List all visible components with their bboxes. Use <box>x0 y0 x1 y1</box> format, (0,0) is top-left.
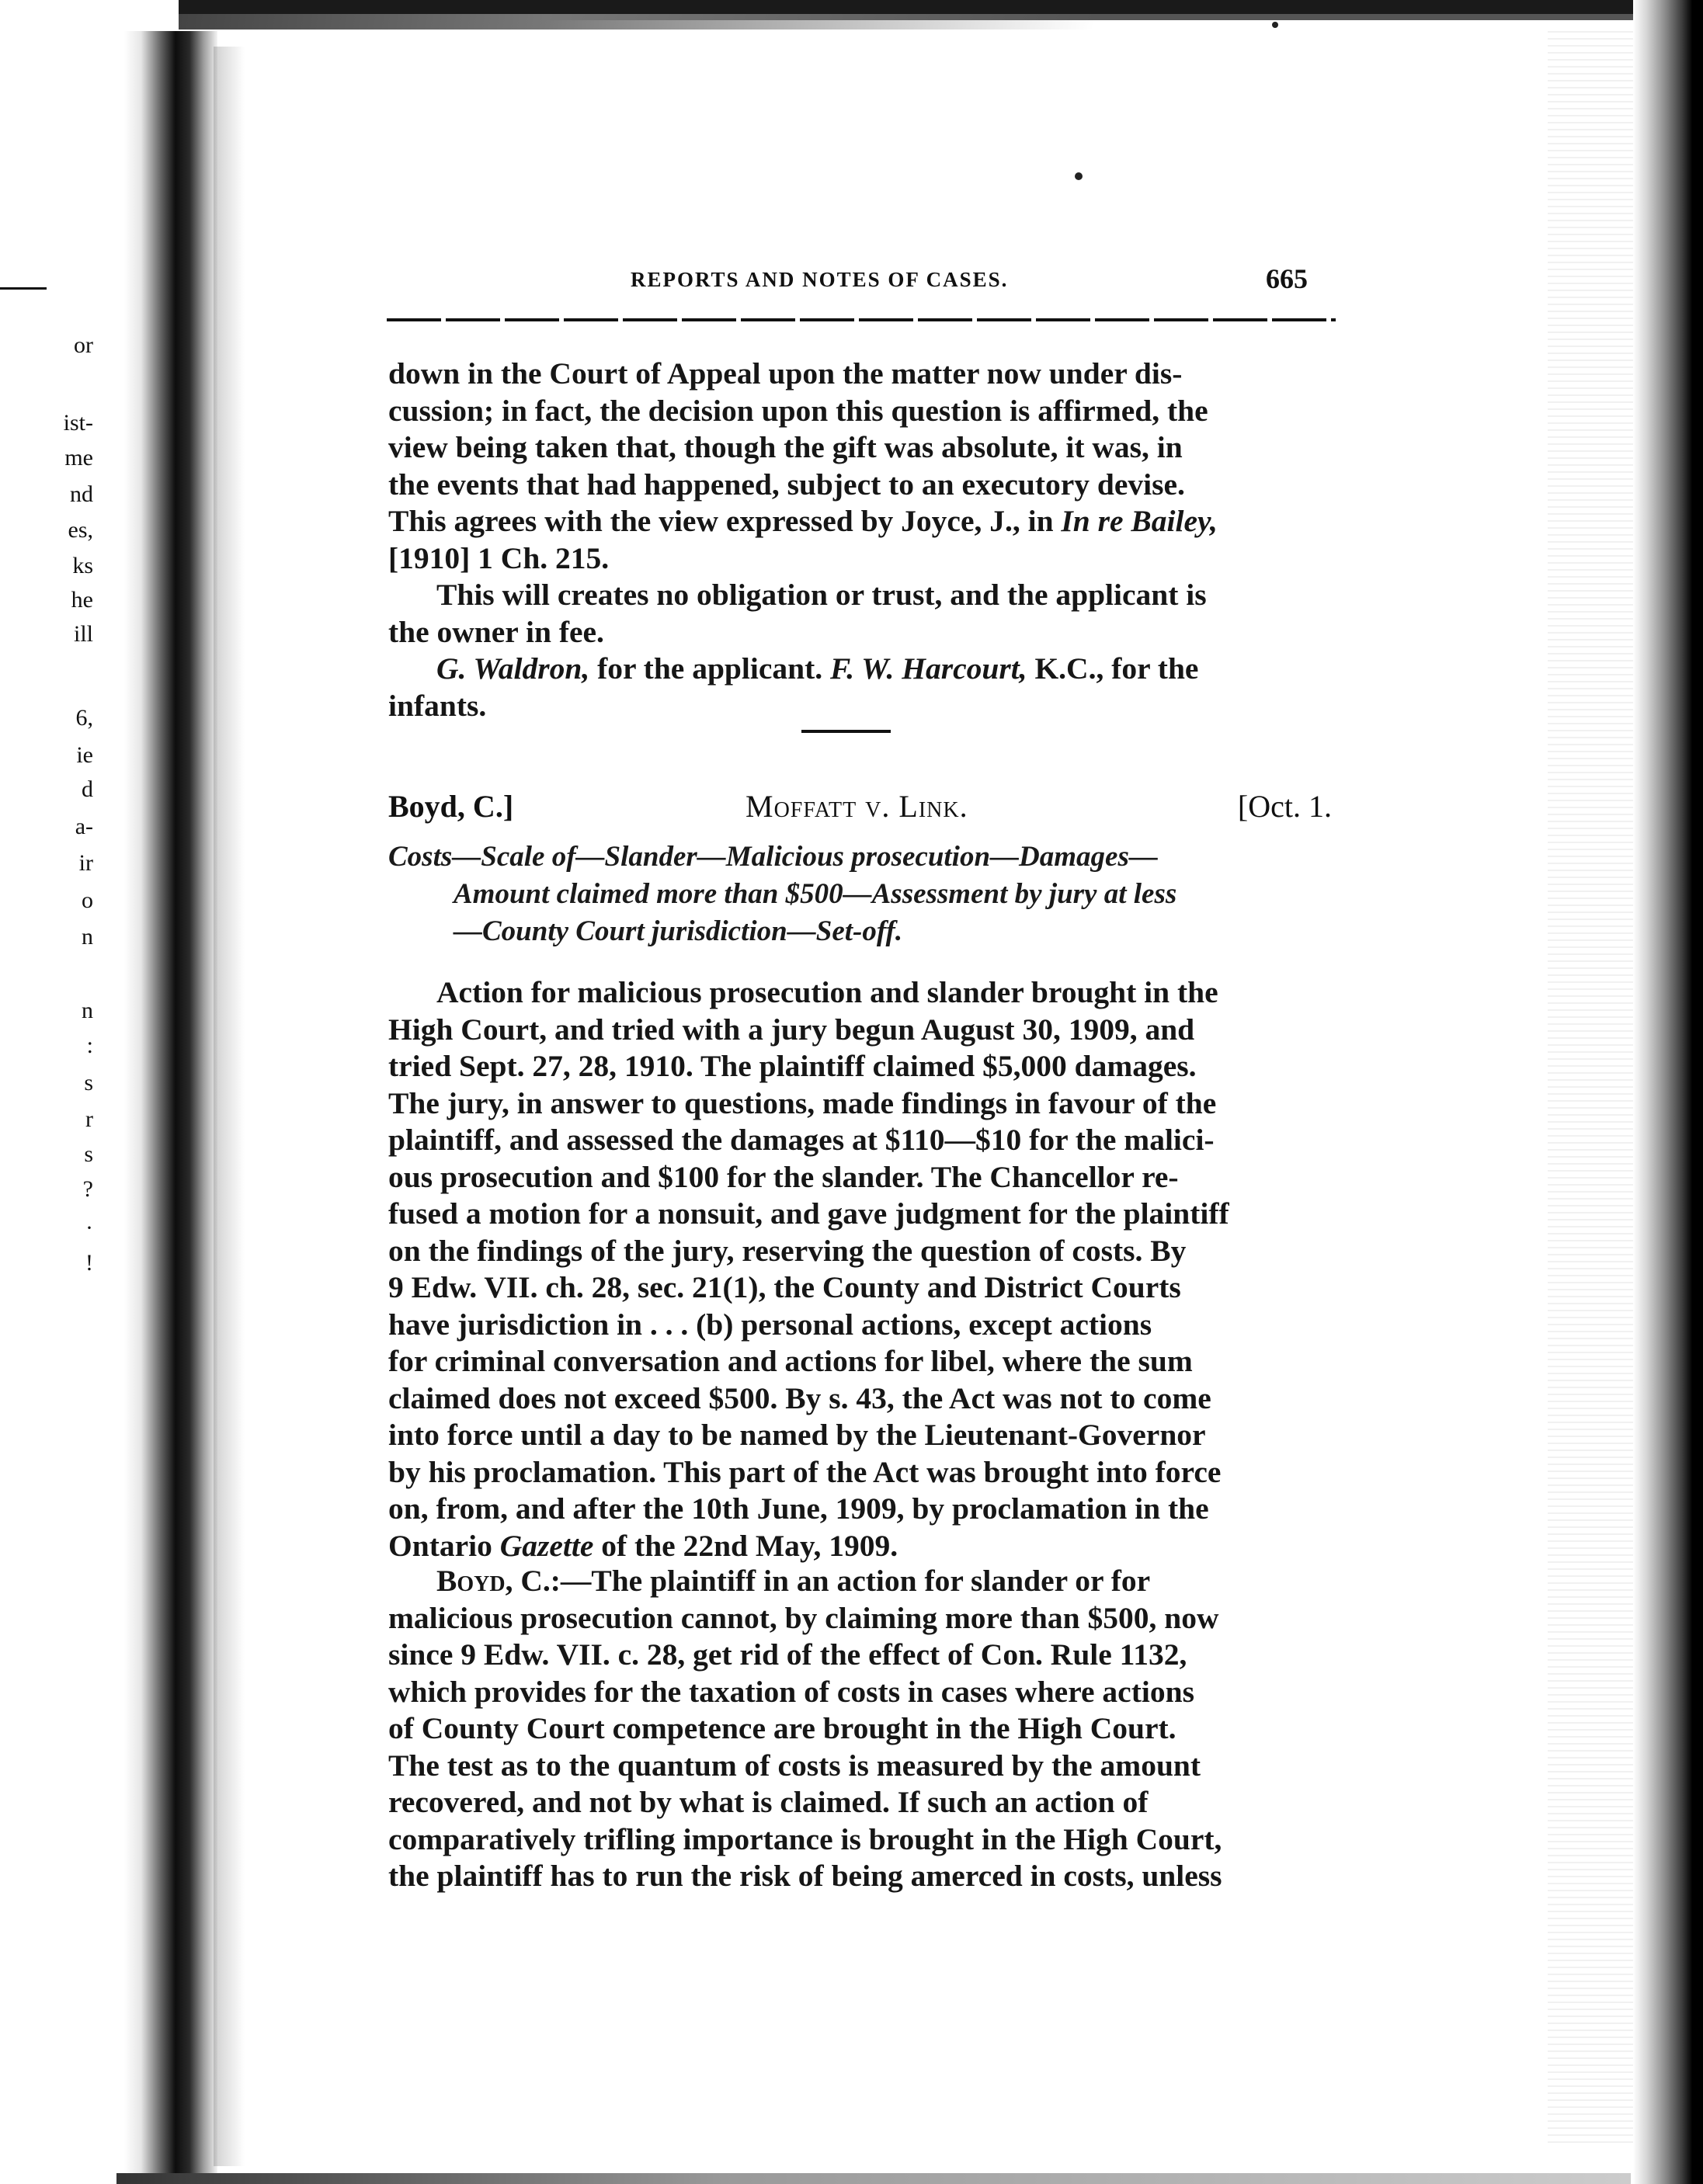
text-line: Action for malicious prosecution and slander brought in the <box>436 975 1218 1009</box>
text-run: :—The plaintiff in an action for slander or for <box>550 1564 1151 1598</box>
text-line: the owner in fee. <box>388 614 604 649</box>
text-line: the events that had happened, subject to an executory devise. <box>388 467 1185 502</box>
text-line: have jurisdiction in . . . (b) personal actions, except actions <box>388 1307 1152 1342</box>
text-line: cussion; in fact, the decision upon this question is affirmed, the <box>388 393 1208 428</box>
text-line: fused a motion for a nonsuit, and gave judgment for the plaintiff <box>388 1196 1229 1231</box>
text-line: for criminal conversation and actions for libel, where the sum <box>388 1344 1193 1378</box>
text-run: for the applicant. <box>589 651 830 686</box>
text-run: This agrees with the view expressed by Joyce, J., in <box>388 504 1062 538</box>
page-number: 665 <box>1266 263 1308 294</box>
margin-fragment: d <box>82 776 93 802</box>
case-title: Moffatt v. Link. <box>745 789 968 824</box>
text-line: This will creates no obligation or trust, and the applicant is <box>436 578 1207 612</box>
margin-fragment: me <box>64 445 93 470</box>
continuation-paragraph <box>388 356 1332 577</box>
case-heading <box>388 788 1332 827</box>
text-line: High Court, and tried with a jury begun August 30, 1909, and <box>388 1012 1195 1047</box>
text-line <box>388 1528 1332 1565</box>
text-line: ous prosecution and $100 for the slander. The Chancellor re- <box>388 1159 1179 1194</box>
text-run: K.C., for the <box>1027 651 1199 686</box>
text-line: infants. <box>388 688 487 723</box>
text-line: since 9 Edw. VII. c. 28, get rid of the effect of Con. Rule 1132, <box>388 1637 1187 1672</box>
margin-fragment: s <box>84 1070 93 1095</box>
text-line: malicious prosecution cannot, by claiming more than $500, now <box>388 1600 1219 1635</box>
gazette-title: Gazette <box>499 1528 594 1563</box>
conclusion-paragraph <box>388 577 1332 651</box>
judge-name: Boyd, C. <box>436 1564 551 1598</box>
margin-fragment: ill <box>73 621 93 647</box>
counsel-paragraph <box>388 651 1332 724</box>
counsel-name: G. Waldron, <box>436 651 590 686</box>
margin-fragment: : <box>86 1033 93 1058</box>
margin-fragment: ks <box>72 553 93 578</box>
margin-fragment: ! <box>85 1250 93 1276</box>
judgment-paragraph <box>388 1563 1332 1895</box>
text-line: plaintiff, and assessed the damages at $110—$10 for the malici- <box>388 1123 1215 1157</box>
text-run: Ontario <box>388 1528 500 1563</box>
scan-bottom-edge <box>116 2173 1631 2184</box>
text-line: which provides for the taxation of costs in cases where actions <box>388 1674 1194 1709</box>
speck <box>1075 172 1083 180</box>
margin-fragment: or <box>74 332 93 358</box>
header-rule <box>387 318 1336 321</box>
margin-fragment: · <box>85 1215 93 1241</box>
section-divider <box>801 730 891 733</box>
margin-fragment: r <box>85 1106 93 1132</box>
catchword-line: Costs—Scale of—Slander—Malicious prosecution—Damages— <box>388 841 1158 873</box>
gutter-shadow <box>214 47 245 2166</box>
text-line <box>388 1563 1332 1600</box>
text-line <box>388 651 1332 688</box>
case-judge: Boyd, C.] <box>388 789 514 824</box>
text-line: of County Court competence are brought in the High Court. <box>388 1711 1176 1745</box>
text-line: 9 Edw. VII. ch. 28, sec. 21(1), the County and District Courts <box>388 1270 1181 1304</box>
case-date: [Oct. 1. <box>1237 789 1332 824</box>
text-line: tried Sept. 27, 28, 1910. The plaintiff claimed $5,000 damages. <box>388 1049 1197 1083</box>
scan-top-edge <box>179 0 1703 31</box>
margin-fragment: 6, <box>75 705 93 731</box>
text-line: [1910] 1 Ch. 215. <box>388 540 610 575</box>
text-line: the plaintiff has to run the risk of being amerced in costs, unless <box>388 1859 1222 1893</box>
margin-fragment: o <box>82 887 93 913</box>
speck <box>1272 22 1278 28</box>
catchword-line: —County Court jurisdiction—Set-off. <box>454 915 903 947</box>
catchword-line: Amount claimed more than $500—Assessment by jury at less <box>454 878 1177 910</box>
catchwords <box>388 839 1332 950</box>
text-line: recovered, and not by what is claimed. If such an action of <box>388 1785 1149 1819</box>
text-line: into force until a day to be named by the Lieutenant-Governor <box>388 1418 1206 1452</box>
margin-fragment: he <box>71 587 93 613</box>
book-spine-shadow <box>124 31 217 2184</box>
case-citation: In re Bailey, <box>1061 504 1218 538</box>
margin-fragment: ? <box>82 1176 93 1202</box>
scan-right-edge <box>1633 0 1703 2184</box>
text-line: view being taken that, though the gift was absolute, it was, in <box>388 430 1183 464</box>
text-line: comparatively trifling importance is brought in the High Court, <box>388 1821 1222 1856</box>
text-line: on, from, and after the 10th June, 1909, by proclamation in the <box>388 1491 1209 1526</box>
text-line <box>388 503 1332 540</box>
text-line: The jury, in answer to questions, made findings in favour of the <box>388 1085 1217 1120</box>
text-run: of the 22nd May, 1909. <box>593 1528 898 1563</box>
text-line: down in the Court of Appeal upon the matter now under dis- <box>388 356 1183 391</box>
text-line: on the findings of the jury, reserving the question of costs. By <box>388 1233 1187 1268</box>
margin-rule <box>0 287 47 290</box>
text-line: by his proclamation. This part of the Act was brought into force <box>388 1454 1222 1489</box>
margin-fragment: s <box>84 1141 93 1167</box>
text-line: The test as to the quantum of costs is measured by the amount <box>388 1748 1201 1783</box>
margin-fragment: n <box>82 998 93 1023</box>
counsel-name: F. W. Harcourt, <box>830 651 1027 686</box>
running-head: REPORTS AND NOTES OF CASES. <box>631 268 1009 291</box>
margin-fragment: ie <box>76 742 93 768</box>
text-line: claimed does not exceed $500. By s. 43, the Act was not to come <box>388 1380 1211 1415</box>
scan-right-noise <box>1548 31 1633 2143</box>
facts-paragraph <box>388 974 1332 1564</box>
margin-fragment: n <box>82 924 93 950</box>
margin-fragment: es, <box>68 517 93 543</box>
margin-fragment: a- <box>75 814 93 839</box>
margin-fragment: nd <box>70 481 93 507</box>
margin-fragment: ist- <box>63 410 93 436</box>
margin-fragment: ir <box>78 850 93 876</box>
